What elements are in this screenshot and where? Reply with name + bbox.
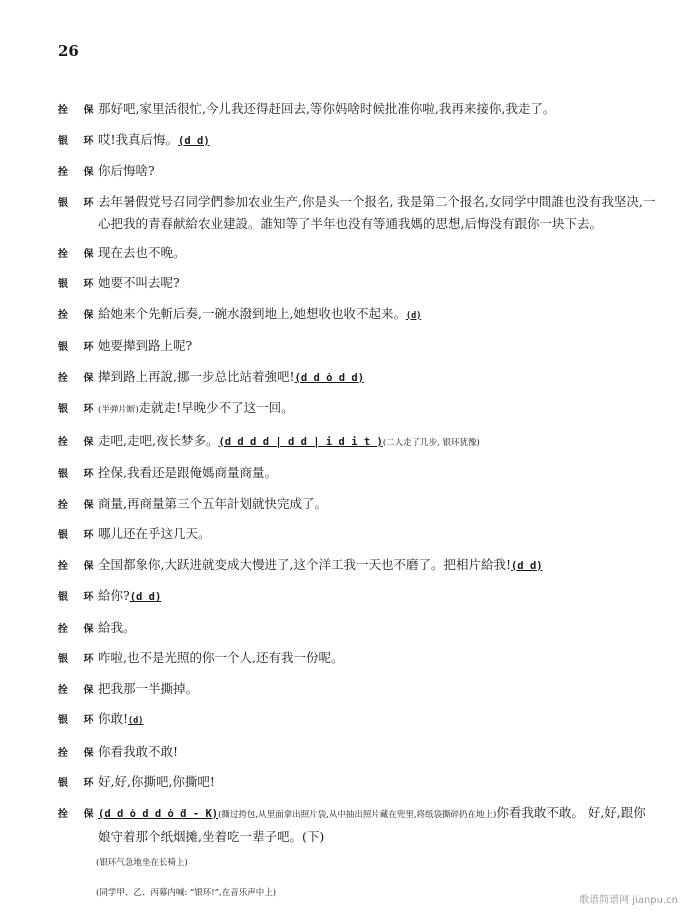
dialogue-line	[58, 129, 658, 152]
speech-text: 你看我敢不敢。 好,好,跟你娘守着那个纸烟摊,坐着吃一辈子吧。(下)	[98, 804, 646, 844]
dialogue-line	[58, 98, 658, 120]
speaker-name: 银 环	[58, 592, 100, 603]
speech-text: 走就走!早晚少不了这一回。	[138, 400, 294, 415]
speech-text: 好,好,你撕吧,你撕吧!	[98, 774, 215, 789]
music-notation: (d d ȯ d d)	[294, 371, 365, 384]
dialogue-line	[58, 272, 658, 294]
speaker-name: 银 环	[58, 197, 100, 209]
speaker-name: 银 环	[58, 530, 100, 541]
dialogue-line	[58, 335, 658, 357]
music-notation: (d d)	[129, 591, 162, 603]
dialogue-line	[58, 741, 658, 763]
speaker-name: 拴 保	[58, 105, 100, 116]
speech-block	[98, 129, 658, 152]
dialogue-line	[58, 160, 658, 182]
dialogue-line	[58, 430, 658, 454]
script-body	[58, 98, 658, 915]
speech-block	[98, 802, 658, 848]
speech-text: 你后悔啥?	[98, 163, 155, 178]
dialogue-line	[58, 493, 658, 515]
dialogue-line	[58, 397, 658, 421]
speaker-name: 银 环	[58, 469, 100, 480]
stage-direction: (撕过挎包,从里面拿出照片袋,从中抽出照片藏在兜里,将纸袋撕碎扔在地上)	[218, 809, 497, 820]
speech-block	[98, 708, 658, 732]
speech-text: 哪儿还在乎这几天。	[98, 526, 211, 541]
speech-text: 給你?	[98, 588, 130, 603]
music-notation: (d d)	[178, 134, 210, 147]
stage-note: (银环气急地坐在长椅上)	[96, 857, 188, 868]
speech-text: 拴保,我看还是跟俺媽商量商量。	[98, 465, 277, 480]
speaker-name: 银 环	[58, 404, 100, 415]
speaker-name: 拴 保	[58, 372, 100, 384]
speech-text: 給我。	[98, 619, 136, 635]
dialogue-line	[58, 303, 658, 327]
speech-text: 现在去也不晚。	[98, 244, 186, 260]
dialogue-line	[58, 802, 658, 848]
dialogue-line	[58, 523, 658, 545]
speech-text: 她要撵到路上呢?	[98, 338, 193, 353]
speech-text: 你敢!	[98, 711, 129, 726]
speaker-name: 拴 保	[58, 499, 100, 511]
speaker-name: 拴 保	[58, 808, 100, 820]
speaker-name: 拴 保	[58, 747, 100, 759]
speech-text: 哎!我真后悔。	[98, 131, 179, 147]
speaker-name: 银 环	[58, 135, 100, 147]
music-notation: (d d d d | d d | i d i t )	[218, 435, 383, 448]
dialogue-line	[58, 585, 658, 608]
speech-text: 把我那一半撕掉。	[98, 680, 199, 696]
speaker-name: 拴 保	[58, 684, 100, 696]
speaker-name: 拴 保	[58, 560, 100, 572]
speech-block	[98, 303, 658, 327]
speech-block	[98, 397, 658, 421]
watermark: 歌谱简谱网 jianpu.cn	[579, 895, 678, 906]
dialogue-line	[58, 366, 658, 389]
dialogue-line	[58, 242, 658, 264]
speech-text: 那好吧,家里活很忙,今儿我还得赶回去,等你妈啥时候批准你啦,我再来接你,我走了。	[98, 101, 556, 116]
speaker-name: 银 环	[58, 778, 100, 789]
music-notation: (d)	[128, 716, 144, 726]
speaker-name: 拴 保	[58, 248, 100, 260]
stage-note: (同学甲、乙、丙幕内喊: “银环!”,在音乐声中上)	[96, 887, 277, 898]
speaker-name: 银 环	[58, 279, 100, 290]
speech-text: 全国都象你,大跃进就变成大慢进了,这个洋工我一天也不磨了。把相片給我!	[98, 556, 511, 572]
speaker-name: 银 环	[58, 654, 100, 665]
speech-block	[98, 585, 658, 608]
speech-block	[98, 554, 658, 577]
speaker-name: 拴 保	[58, 623, 100, 635]
dialogue-line	[58, 462, 658, 484]
speech-block	[98, 366, 658, 389]
page-number: 26	[58, 42, 79, 60]
music-notation: (d d ȯ d d ȯ ḋ - K)	[98, 807, 219, 820]
speaker-name: 拴 保	[58, 309, 100, 321]
speaker-name: 拴 保	[58, 436, 100, 448]
speaker-name: 银 环	[58, 342, 100, 353]
music-notation: (d d)	[510, 559, 543, 572]
speech-text: 咋啦,也不是光照的你一个人,还有我一份呢。	[98, 650, 344, 665]
speech-text: 撵到路上再說,挪一步总比站着強吧!	[98, 368, 295, 384]
dialogue-line	[58, 554, 658, 577]
speech-text: 給她来个先斬后奏,一碗水潑到地上,她想收也收不起来。	[98, 305, 406, 321]
dialogue-line	[58, 678, 658, 700]
dialogue-line	[58, 771, 658, 793]
dialogue-line	[58, 617, 658, 639]
speech-text: 她要不叫去呢?	[98, 275, 180, 290]
speech-text: 去年暑假党号召同学們参加农业生产,你是头一个报名, 我是第二个报名,女同学中間誰也没有我坚决,一心把我的青春献給农业建設。誰知等了半年也没有等通我媽的思想,后悔没有跟你一块下去。	[98, 193, 656, 231]
stage-direction: (二人走了几步, 银环犹豫)	[382, 437, 480, 448]
dialogue-line	[58, 647, 658, 669]
dialogue-line	[58, 191, 658, 235]
speech-text: 商量,再商量第三个五年計划就快完成了。	[98, 495, 327, 511]
speech-text: 走吧,走吧,夜长梦多。	[98, 432, 219, 448]
speech-block	[98, 430, 658, 454]
dialogue-line	[58, 708, 658, 732]
stage-direction: (半弹片断)	[98, 405, 139, 415]
music-notation: (d)	[405, 310, 422, 321]
speech-text: 你看我敢不敢!	[98, 743, 179, 759]
speaker-name: 银 环	[58, 715, 100, 726]
speaker-name: 拴 保	[58, 167, 100, 178]
